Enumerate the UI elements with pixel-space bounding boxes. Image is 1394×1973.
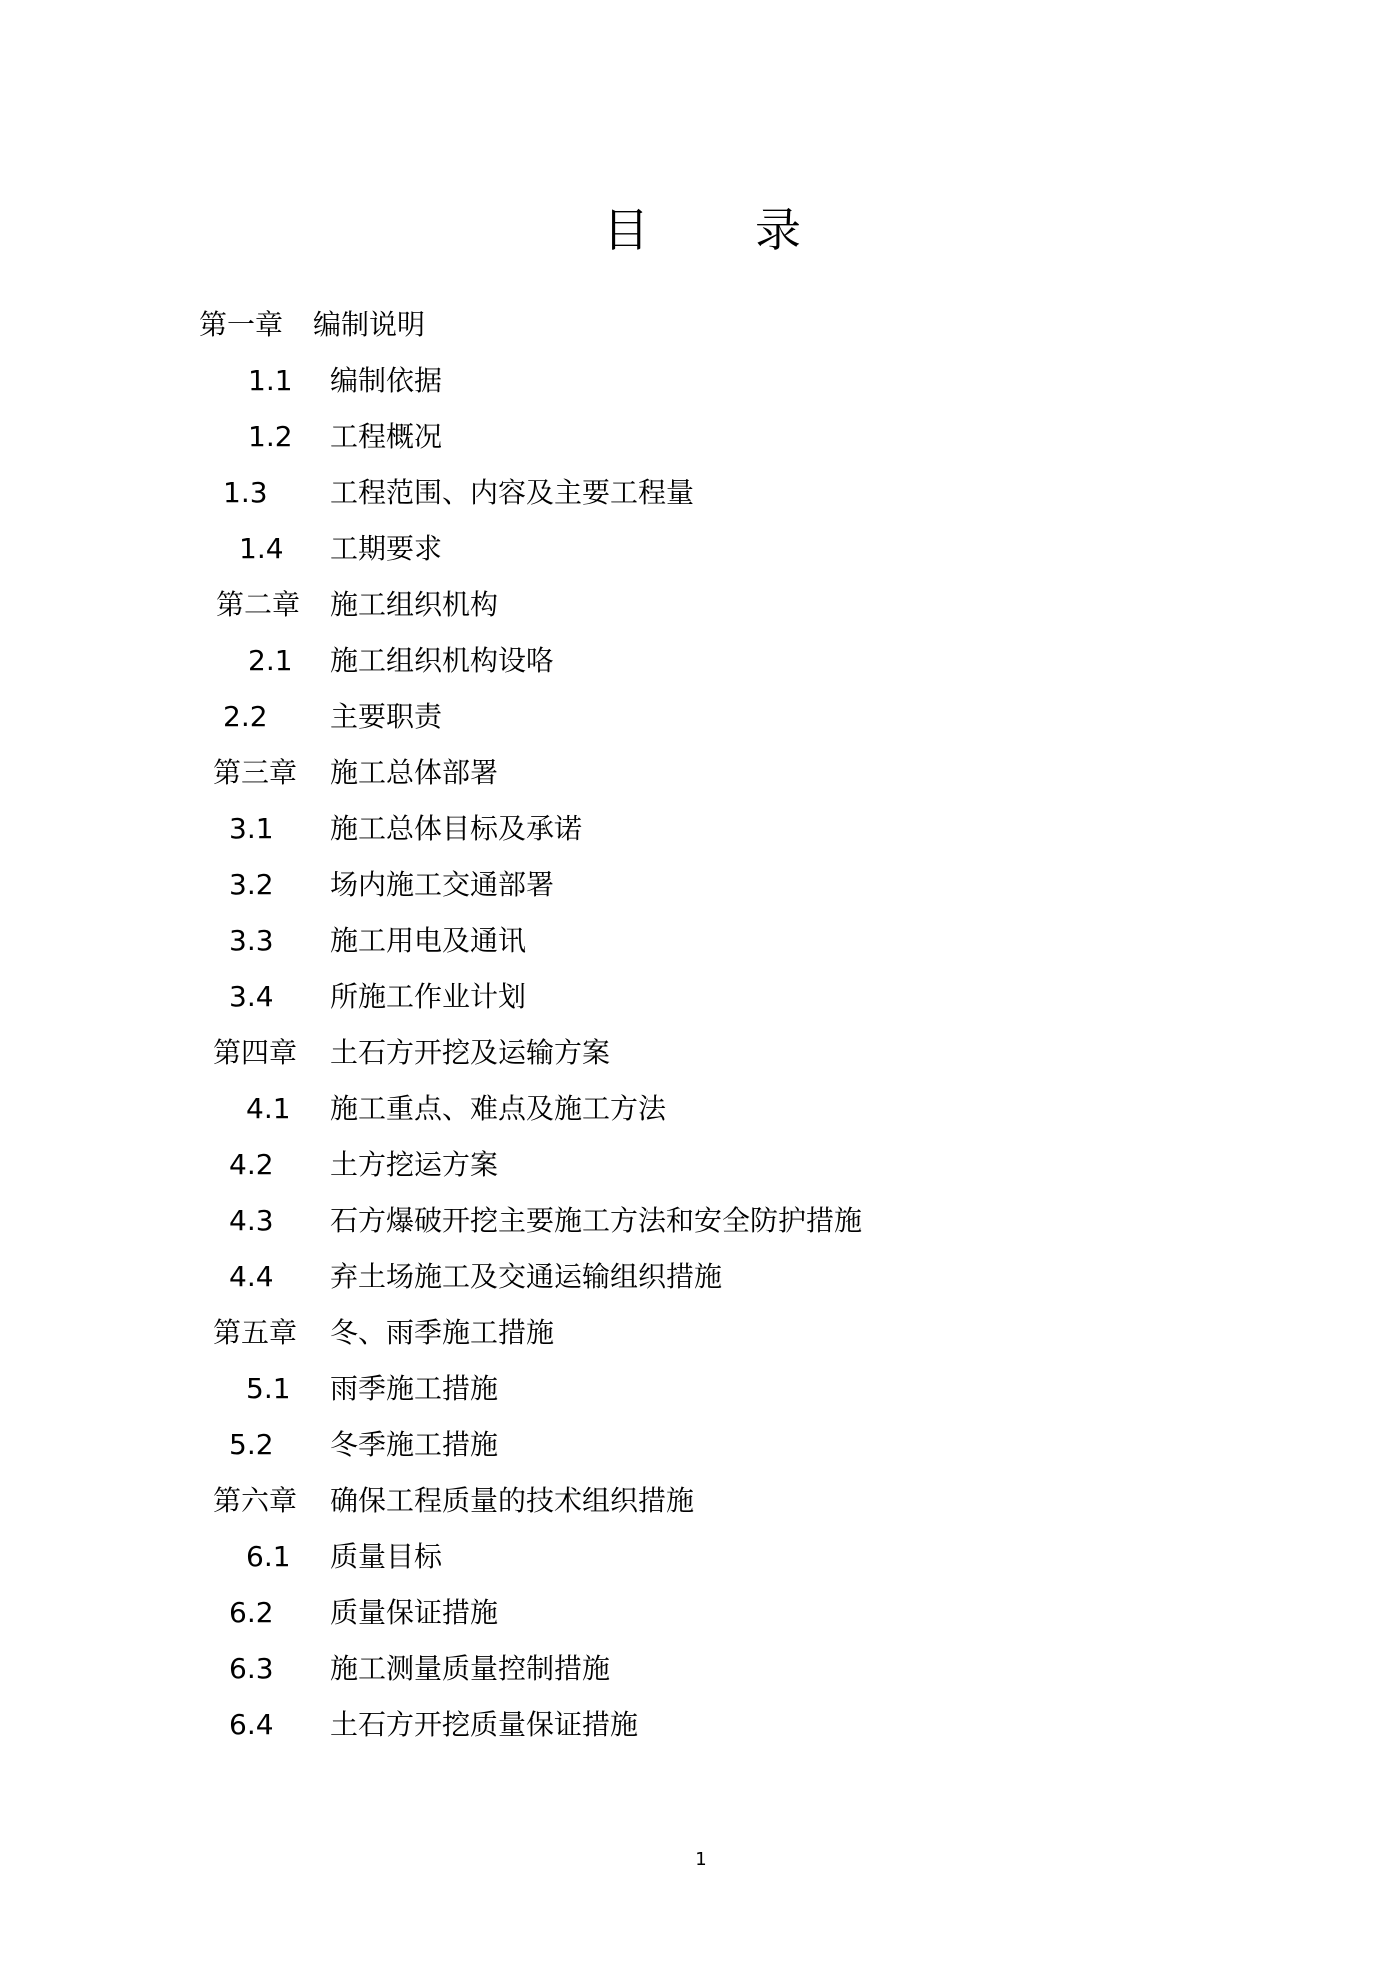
toc-entry-text: 施工总体部署 <box>330 756 499 789</box>
toc-entry-5-2[interactable] <box>0 1425 1100 1465</box>
toc-entry-text: 土石方开挖及运输方案 <box>330 1036 611 1069</box>
toc-entry-text: 所施工作业计划 <box>330 980 527 1013</box>
toc-entry-3-3[interactable] <box>0 921 1100 961</box>
toc-entry-text: 工程概况 <box>330 420 443 453</box>
toc-entry-number: 1.1 <box>248 364 293 397</box>
toc-entry-text: 编制说明 <box>313 308 426 341</box>
toc-entry-number: 4.2 <box>229 1148 274 1181</box>
toc-entry-text: 施工组织机构 <box>330 588 499 621</box>
toc-entry-number: 第六章 <box>213 1484 298 1517</box>
toc-entry-text: 主要职责 <box>330 700 443 733</box>
toc-entry-text: 确保工程质量的技术组织措施 <box>330 1484 695 1517</box>
toc-entry-text: 工期要求 <box>330 532 443 565</box>
title-char-1: 目 <box>603 203 649 257</box>
toc-entry-number: 5.1 <box>246 1372 291 1405</box>
toc-entry-3-4[interactable] <box>0 977 1100 1017</box>
toc-entry-number: 4.3 <box>229 1204 274 1237</box>
toc-entry-chapter-4[interactable] <box>0 1033 1100 1073</box>
toc-entry-text: 施工重点、难点及施工方法 <box>330 1092 667 1125</box>
toc-entry-number: 第五章 <box>213 1316 298 1349</box>
toc-entry-text: 施工测量质量控制措施 <box>330 1652 611 1685</box>
toc-entry-6-4[interactable] <box>0 1705 1100 1745</box>
toc-entry-4-1[interactable] <box>0 1089 1100 1129</box>
toc-entry-chapter-2[interactable] <box>0 585 1100 625</box>
toc-entry-number: 3.1 <box>229 812 274 845</box>
toc-entry-number: 6.3 <box>229 1652 274 1685</box>
toc-entry-number: 第三章 <box>213 756 298 789</box>
toc-entry-text: 冬季施工措施 <box>330 1428 499 1461</box>
toc-entry-text: 雨季施工措施 <box>330 1372 499 1405</box>
toc-entry-number: 3.4 <box>229 980 274 1013</box>
toc-entry-chapter-3[interactable] <box>0 753 1100 793</box>
toc-entry-6-2[interactable] <box>0 1593 1100 1633</box>
toc-entry-number: 6.2 <box>229 1596 274 1629</box>
toc-entry-number: 5.2 <box>229 1428 274 1461</box>
toc-entry-text: 冬、雨季施工措施 <box>330 1316 555 1349</box>
toc-entry-number: 6.1 <box>246 1540 291 1573</box>
toc-entry-3-2[interactable] <box>0 865 1100 905</box>
toc-entry-number: 第二章 <box>216 588 301 621</box>
toc-entry-1-2[interactable] <box>0 417 1100 457</box>
toc-entry-number: 3.2 <box>229 868 274 901</box>
toc-entry-text: 土方挖运方案 <box>330 1148 499 1181</box>
toc-entry-1-3[interactable] <box>0 473 1100 513</box>
toc-entry-number: 2.1 <box>248 644 293 677</box>
toc-entry-chapter-6[interactable] <box>0 1481 1100 1521</box>
toc-entry-1-4[interactable] <box>0 529 1100 569</box>
toc-entry-4-4[interactable] <box>0 1257 1100 1297</box>
toc-entry-1-1[interactable] <box>0 361 1100 401</box>
toc-entry-3-1[interactable] <box>0 809 1100 849</box>
toc-entry-chapter-5[interactable] <box>0 1313 1100 1353</box>
toc-entry-text: 施工组织机构设咯 <box>330 644 555 677</box>
toc-entry-text: 工程范围、内容及主要工程量 <box>330 476 695 509</box>
toc-entry-text: 质量目标 <box>330 1540 443 1573</box>
toc-entry-number: 3.3 <box>229 924 274 957</box>
toc-entry-4-3[interactable] <box>0 1201 1100 1241</box>
toc-entry-number: 1.4 <box>239 532 284 565</box>
toc-entry-number: 4.1 <box>246 1092 291 1125</box>
toc-entry-chapter-1[interactable] <box>0 305 1100 345</box>
toc-entry-number: 第一章 <box>199 308 284 341</box>
toc-entry-number: 1.2 <box>248 420 293 453</box>
title-char-2: 录 <box>755 203 801 257</box>
toc-entry-4-2[interactable] <box>0 1145 1100 1185</box>
toc-entry-text: 场内施工交通部署 <box>330 868 555 901</box>
toc-entry-number: 1.3 <box>223 476 268 509</box>
toc-entry-2-2[interactable] <box>0 697 1100 737</box>
toc-entry-number: 6.4 <box>229 1708 274 1741</box>
toc-entry-5-1[interactable] <box>0 1369 1100 1409</box>
toc-title <box>0 195 1394 265</box>
toc-entry-number: 4.4 <box>229 1260 274 1293</box>
toc-entry-2-1[interactable] <box>0 641 1100 681</box>
toc-entry-number: 2.2 <box>223 700 268 733</box>
toc-entry-text: 质量保证措施 <box>330 1596 499 1629</box>
toc-entry-text: 弃土场施工及交通运输组织措施 <box>330 1260 723 1293</box>
toc-entry-text: 石方爆破开挖主要施工方法和安全防护措施 <box>330 1204 863 1237</box>
toc-entry-6-1[interactable] <box>0 1537 1100 1577</box>
toc-entry-number: 第四章 <box>213 1036 298 1069</box>
page-number: 1 <box>695 1849 707 1870</box>
toc-entry-text: 施工总体目标及承诺 <box>330 812 583 845</box>
toc-entry-text: 编制依据 <box>330 364 443 397</box>
toc-entry-text: 施工用电及通讯 <box>330 924 527 957</box>
toc-entry-6-3[interactable] <box>0 1649 1100 1689</box>
toc-entry-text: 土石方开挖质量保证措施 <box>330 1708 639 1741</box>
